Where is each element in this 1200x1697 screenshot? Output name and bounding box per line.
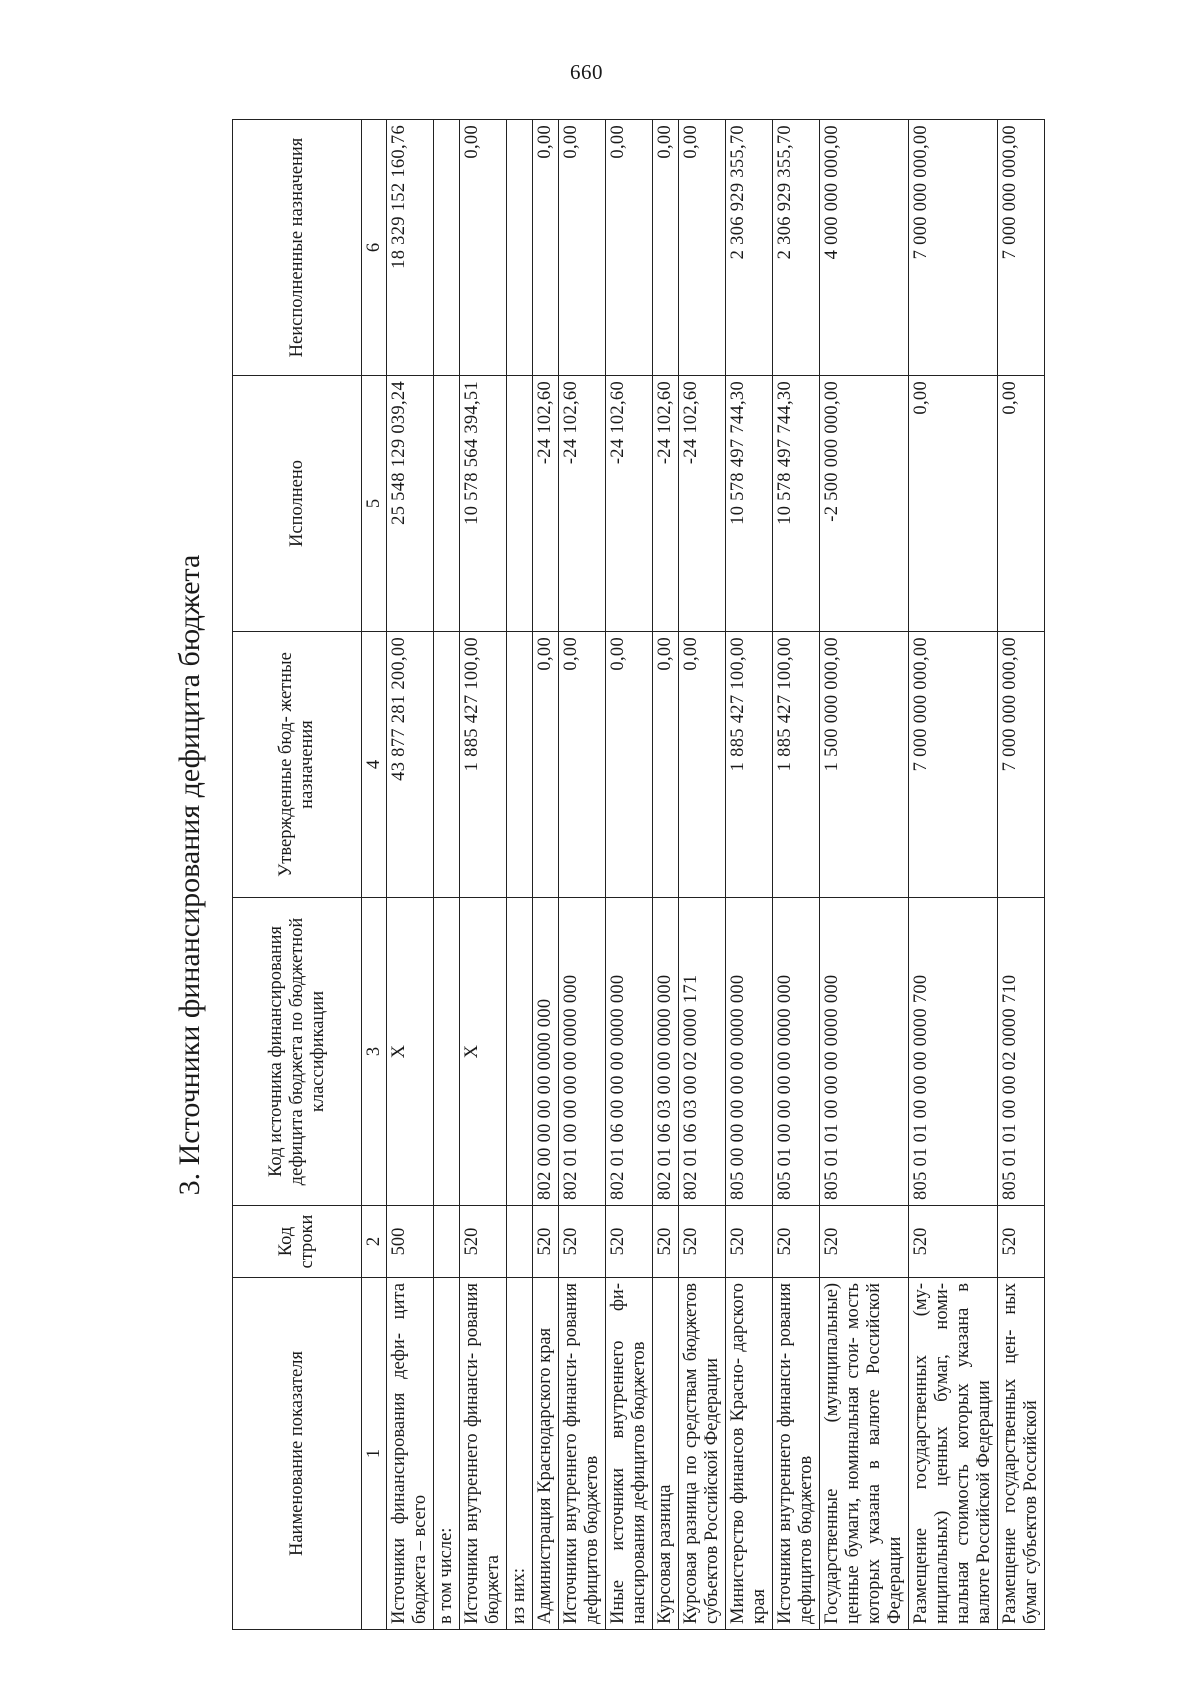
- indicator-name: Источники внутреннего финанси- рования бюджета: [460, 1278, 507, 1630]
- source-code: 802 01 06 00 00 00 0000 000: [606, 898, 653, 1206]
- executed-value: -24 102,60: [679, 376, 726, 632]
- approved-value: 0,00: [653, 632, 679, 898]
- table-row: [773, 120, 820, 1630]
- indicator-name: Государственные (муниципальные) ценные бумаги, номинальная стои- мость которых указана в валюте Российской Федерации: [820, 1278, 909, 1630]
- table-row: [820, 120, 909, 1630]
- header-executed: Исполнено: [233, 376, 362, 632]
- header-indicator-name: Наименование показателя: [233, 1278, 362, 1630]
- source-code: [434, 898, 460, 1206]
- unexecuted-value: [507, 120, 533, 376]
- indicator-name: Администрация Краснодарского края: [533, 1278, 559, 1630]
- line-code: 520: [773, 1206, 820, 1278]
- unexecuted-value: 0,00: [559, 120, 606, 376]
- line-code: 520: [679, 1206, 726, 1278]
- column-number: 5: [362, 376, 387, 632]
- line-code: 520: [726, 1206, 773, 1278]
- indicator-name: Иные источники внутреннего фи- нансирования дефицитов бюджетов: [606, 1278, 653, 1630]
- table-row: [998, 120, 1045, 1630]
- executed-value: 10 578 564 394,51: [460, 376, 507, 632]
- unexecuted-value: 0,00: [653, 120, 679, 376]
- line-code: 520: [653, 1206, 679, 1278]
- source-code: 805 01 01 00 00 00 0000 700: [909, 898, 998, 1206]
- line-code: 520: [606, 1206, 653, 1278]
- source-code: 802 00 00 00 00 0000 000: [533, 898, 559, 1206]
- executed-value: -24 102,60: [533, 376, 559, 632]
- column-number: 6: [362, 120, 387, 376]
- unexecuted-value: 0,00: [533, 120, 559, 376]
- table-row: [460, 120, 507, 1630]
- column-number-row: [362, 120, 387, 1630]
- indicator-name: Размещение государственных цен- ных бумаг субъектов Российской: [998, 1278, 1045, 1630]
- source-code: 805 01 01 00 00 00 0000 000: [820, 898, 909, 1206]
- header-line-code: Код строки: [233, 1206, 362, 1278]
- line-code: [434, 1206, 460, 1278]
- column-number: 1: [362, 1278, 387, 1630]
- line-code: 520: [909, 1206, 998, 1278]
- indicator-name: Источники финансирования дефи- цита бюджета – всего: [387, 1278, 434, 1630]
- indicator-name: Источники внутреннего финанси- рования дефицитов бюджетов: [559, 1278, 606, 1630]
- source-code: 802 01 06 03 00 00 0000 000: [653, 898, 679, 1206]
- table-row: [559, 120, 606, 1630]
- unexecuted-value: [434, 120, 460, 376]
- header-source-code: Код источника финансирования дефицита бюджета по бюджетной классификации: [233, 898, 362, 1206]
- section-title: 3. Источники финансирования дефицита бюджета: [173, 554, 206, 1196]
- header-unexecuted: Неисполненные назначения: [233, 120, 362, 376]
- approved-value: 1 500 000 000,00: [820, 632, 909, 898]
- executed-value: 10 578 497 744,30: [773, 376, 820, 632]
- column-number: 4: [362, 632, 387, 898]
- source-code: X: [387, 898, 434, 1206]
- executed-value: -24 102,60: [559, 376, 606, 632]
- source-code: 805 01 01 00 00 02 0000 710: [998, 898, 1045, 1206]
- unexecuted-value: 0,00: [606, 120, 653, 376]
- table-row: [909, 120, 998, 1630]
- executed-value: 25 548 129 039,24: [387, 376, 434, 632]
- source-code: 802 01 06 03 00 02 0000 171: [679, 898, 726, 1206]
- table-row: [679, 120, 726, 1630]
- line-code: 520: [820, 1206, 909, 1278]
- unexecuted-value: 2 306 929 355,70: [726, 120, 773, 376]
- unexecuted-value: 4 000 000 000,00: [820, 120, 909, 376]
- approved-value: 43 877 281 200,00: [387, 632, 434, 898]
- indicator-name: Источники внутреннего финанси- рования дефицитов бюджетов: [773, 1278, 820, 1630]
- column-number: 2: [362, 1206, 387, 1278]
- line-code: 520: [460, 1206, 507, 1278]
- indicator-name: Размещение государственных (му- ниципальных) ценных бумаг, номи- нальная стоимость которых указана в валюте Российской Федерации: [909, 1278, 998, 1630]
- line-code: [507, 1206, 533, 1278]
- unexecuted-value: 0,00: [460, 120, 507, 376]
- page-number: 660: [570, 60, 603, 84]
- header-approved: Утвержденные бюд- жетные назначения: [233, 632, 362, 898]
- table-row: [533, 120, 559, 1630]
- rotated-landscape-content: [172, 120, 1132, 1630]
- source-code: 805 00 00 00 00 00 0000 000: [726, 898, 773, 1206]
- source-code: [507, 898, 533, 1206]
- approved-value: 0,00: [606, 632, 653, 898]
- approved-value: 1 885 427 100,00: [460, 632, 507, 898]
- executed-value: 10 578 497 744,30: [726, 376, 773, 632]
- unexecuted-value: 18 329 152 160,76: [387, 120, 434, 376]
- column-number: 3: [362, 898, 387, 1206]
- approved-value: 7 000 000 000,00: [998, 632, 1045, 898]
- indicator-name: Министерство финансов Красно- дарского края: [726, 1278, 773, 1630]
- executed-value: -2 500 000 000,00: [820, 376, 909, 632]
- table-header-row: [233, 120, 362, 1630]
- executed-value: 0,00: [998, 376, 1045, 632]
- table-row: [726, 120, 773, 1630]
- indicator-name: из них:: [507, 1278, 533, 1630]
- approved-value: 1 885 427 100,00: [773, 632, 820, 898]
- approved-value: 0,00: [533, 632, 559, 898]
- approved-value: 1 885 427 100,00: [726, 632, 773, 898]
- source-code: X: [460, 898, 507, 1206]
- approved-value: 7 000 000 000,00: [909, 632, 998, 898]
- indicator-name: в том числе:: [434, 1278, 460, 1630]
- executed-value: [434, 376, 460, 632]
- deficit-financing-table: [232, 119, 1045, 1630]
- source-code: 805 01 00 00 00 00 0000 000: [773, 898, 820, 1206]
- table-row: [507, 120, 533, 1630]
- table-row: [606, 120, 653, 1630]
- executed-value: -24 102,60: [653, 376, 679, 632]
- approved-value: [434, 632, 460, 898]
- executed-value: -24 102,60: [606, 376, 653, 632]
- unexecuted-value: 2 306 929 355,70: [773, 120, 820, 376]
- approved-value: 0,00: [679, 632, 726, 898]
- unexecuted-value: 0,00: [679, 120, 726, 376]
- table-row: [653, 120, 679, 1630]
- line-code: 520: [998, 1206, 1045, 1278]
- approved-value: [507, 632, 533, 898]
- approved-value: 0,00: [559, 632, 606, 898]
- executed-value: 0,00: [909, 376, 998, 632]
- table-row: [434, 120, 460, 1630]
- line-code: 520: [533, 1206, 559, 1278]
- executed-value: [507, 376, 533, 632]
- indicator-name: Курсовая разница: [653, 1278, 679, 1630]
- table-row: [387, 120, 434, 1630]
- indicator-name: Курсовая разница по средствам бюджетов субъектов Российской Федерации: [679, 1278, 726, 1630]
- line-code: 500: [387, 1206, 434, 1278]
- source-code: 802 01 00 00 00 00 0000 000: [559, 898, 606, 1206]
- unexecuted-value: 7 000 000 000,00: [998, 120, 1045, 376]
- unexecuted-value: 7 000 000 000,00: [909, 120, 998, 376]
- line-code: 520: [559, 1206, 606, 1278]
